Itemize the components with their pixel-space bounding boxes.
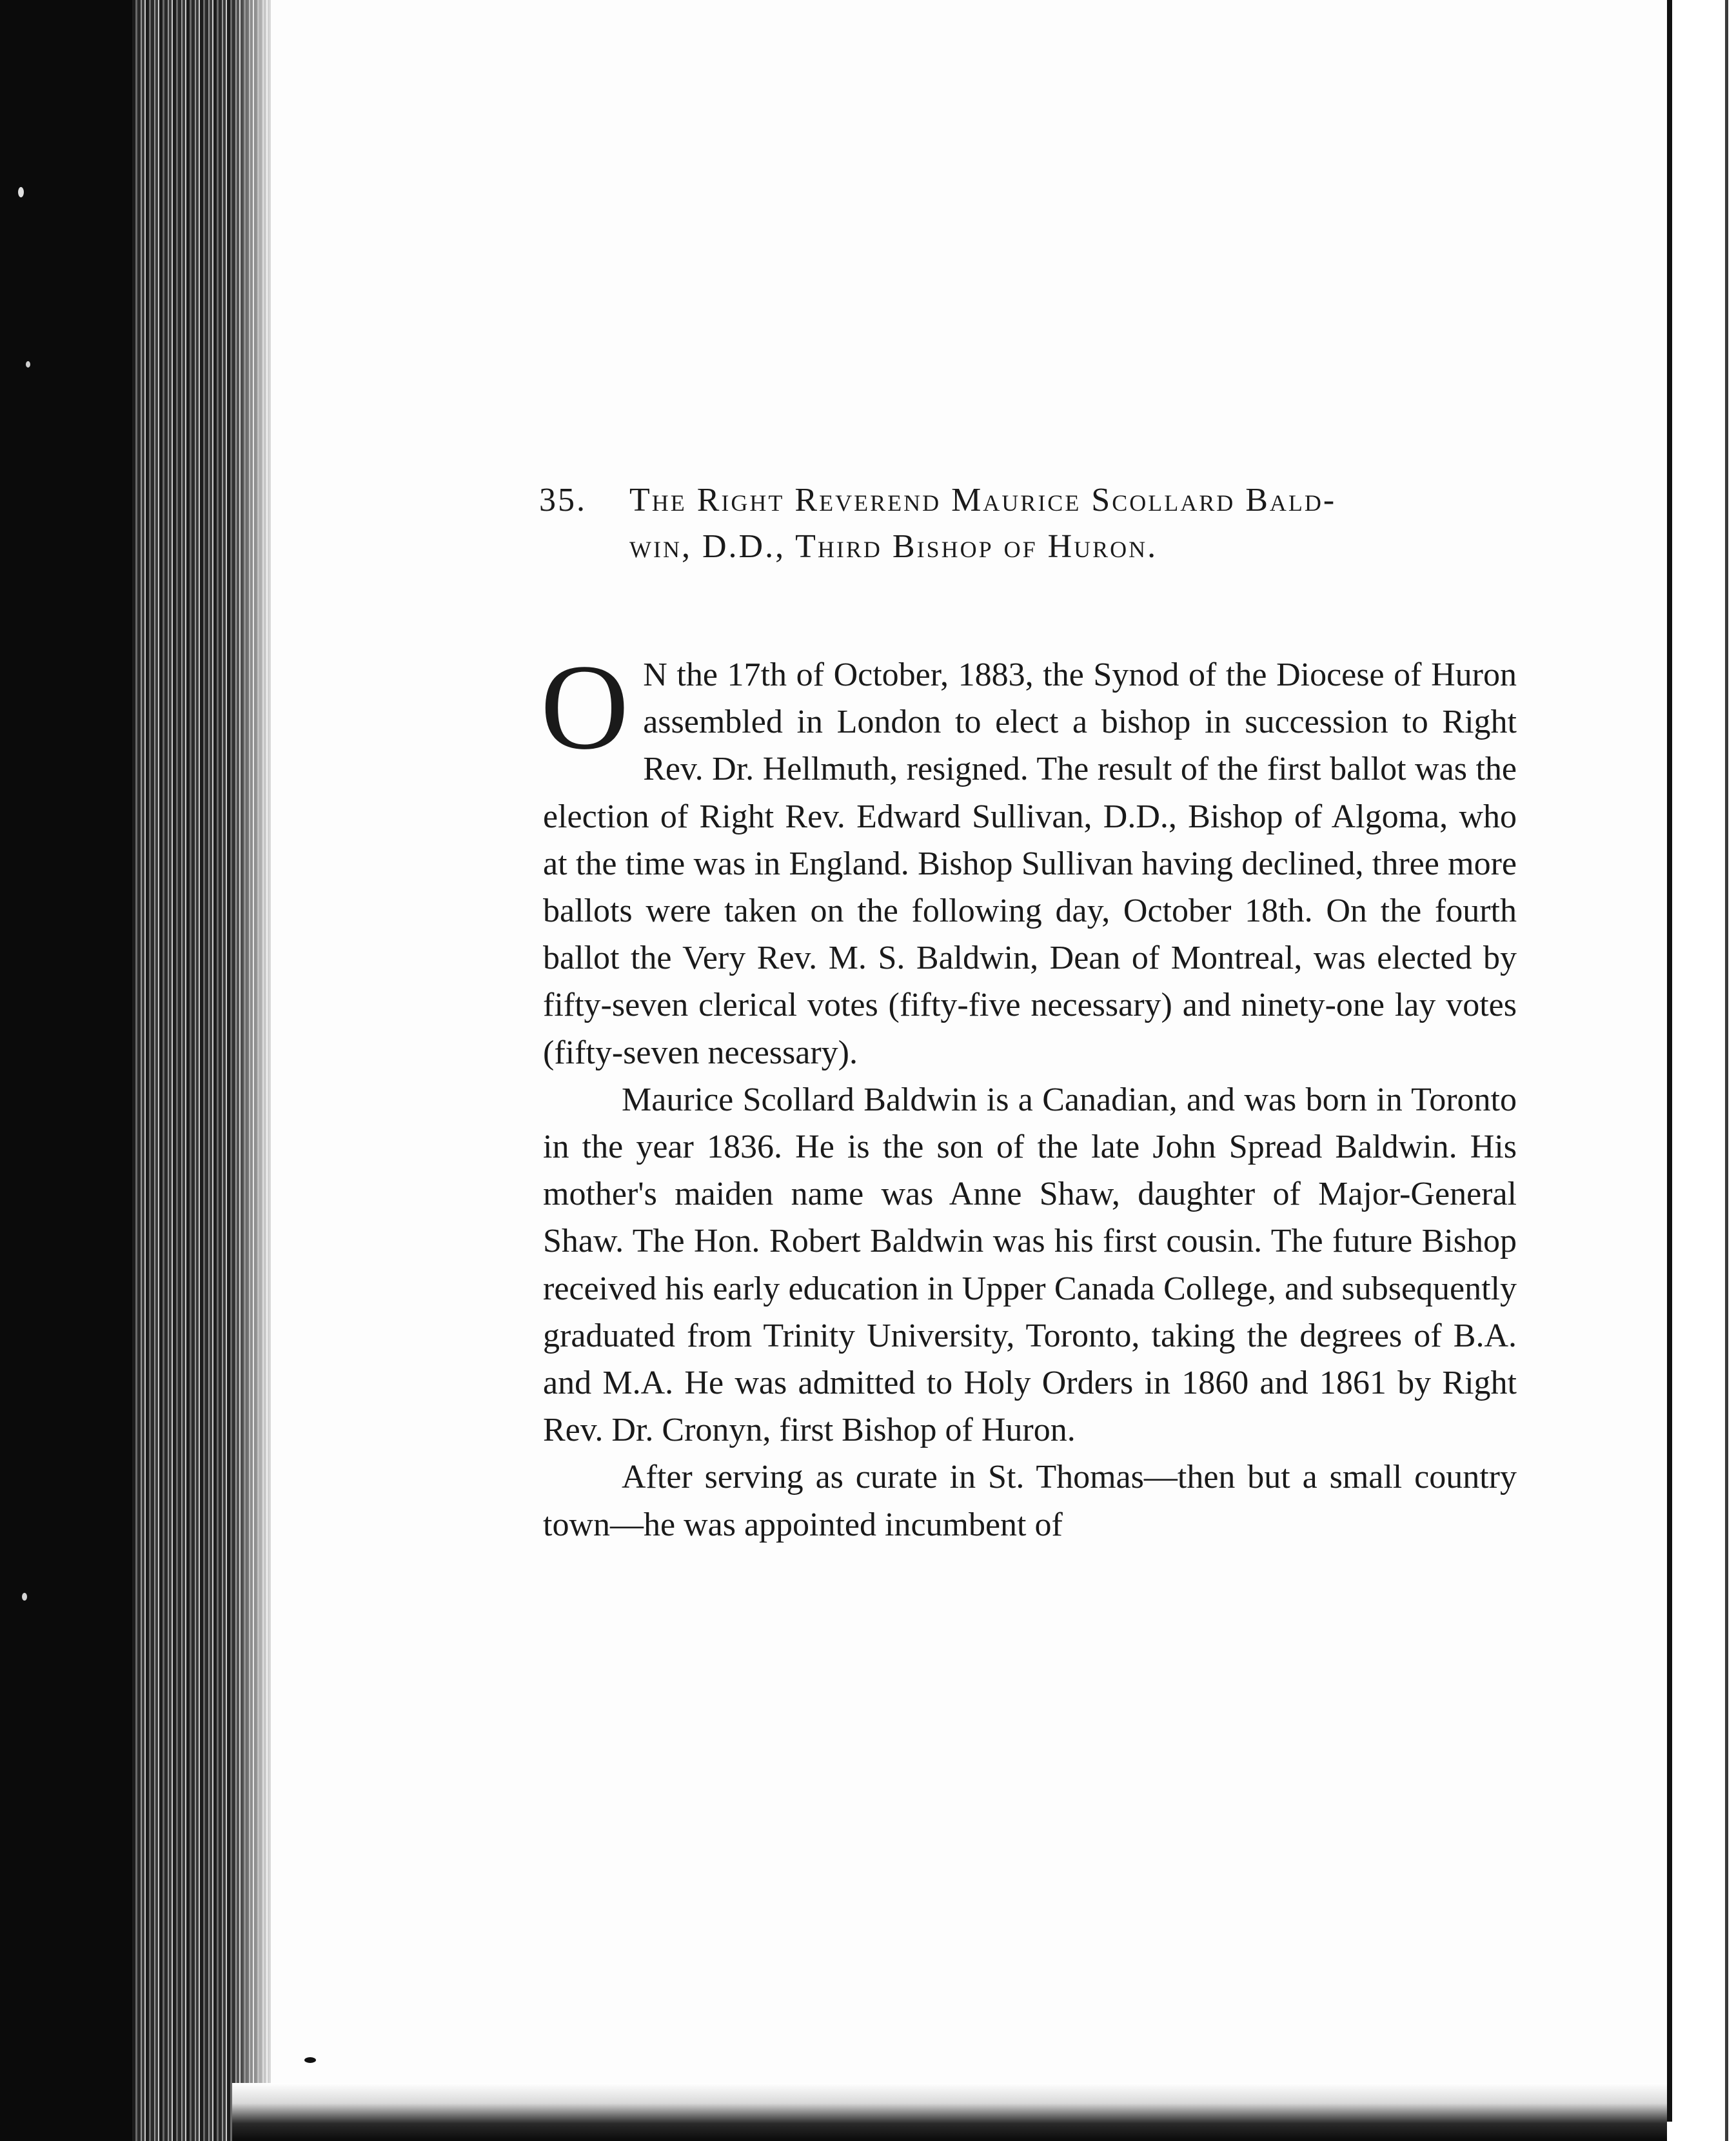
book-bottom-edge (232, 2083, 1677, 2141)
paragraph-2: Maurice Scollard Baldwin is a Canadian, and was born in Toronto in the year 1836. He is the son of the late John Spread Baldwin. His mother's maiden name was Anne Shaw, daughter of Major-General Shaw. The Hon. Robert Baldwin was his first cousin. The future Bishop received his early education in Upper Canada College, and subsequently graduated from Trinity University, Toronto, taking the degrees of B.A. and M.A. He was admitted to Holy Orders in 1860 and 1861 by Right Rev. Dr. Cronyn, first Bishop of Huron. (543, 1081, 1517, 1449)
section-title-line-2: win, D.D., Third Bishop of Huron. (629, 528, 1158, 565)
next-page-edge (1725, 0, 1728, 2141)
scan-speck (26, 361, 30, 368)
paragraph-3: After serving as curate in St. Thomas—then but a small country town—he was appointed incumbent of (543, 1459, 1517, 1543)
section-title-line-1: The Right Reverend Maurice Scollard Bald- (629, 482, 1337, 518)
drop-cap: O (540, 640, 629, 775)
section-heading (539, 477, 1519, 570)
body-text (540, 640, 1517, 1548)
page-right-border (1667, 0, 1672, 2122)
scan-speck (22, 1593, 27, 1601)
scan-speck (18, 187, 24, 197)
page-gutter-shadow (232, 0, 271, 2141)
section-number: 35. (539, 482, 587, 518)
paragraph-1 (540, 640, 1517, 1076)
scan-dark-margin (0, 0, 132, 2141)
scan-speck (304, 2057, 316, 2063)
paragraph-1-text: N the 17th of October, 1883, the Synod of the Diocese of Huron assembled in London to elect a bishop in succession to Right Rev. Dr. Hellmuth, resigned. The result of the first ballot was the election of Right Rev. Edward Sullivan, D.D., Bishop of Algoma, who at the time was in England. Bishop Sullivan having declined, three more ballots were taken on the following day, October 18th. On the fourth ballot the Very Rev. M. S. Baldwin, Dean of Montreal, was elected by fifty-seven clerical votes (fifty-five necessary) and ninety-one lay votes (fifty-seven necessary). (543, 656, 1517, 1071)
